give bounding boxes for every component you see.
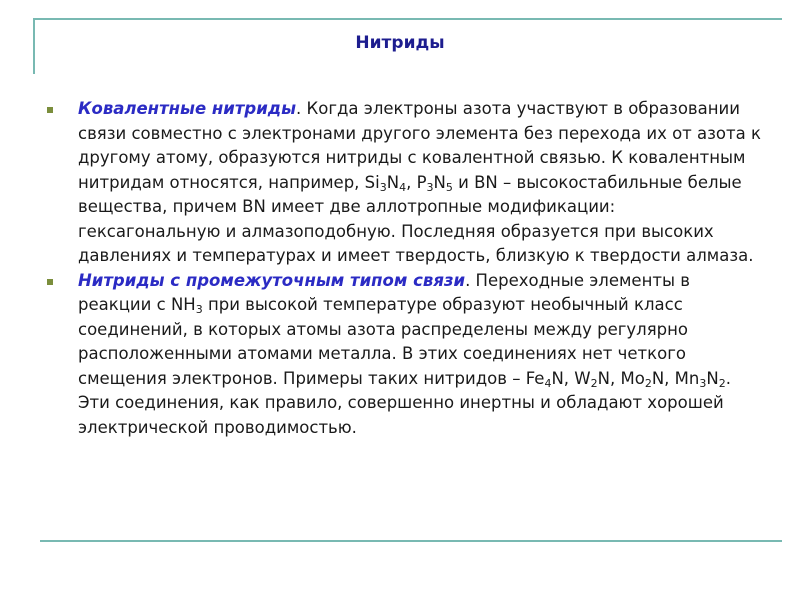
separator: ,	[664, 368, 675, 388]
item-text: . Эти соединения, как правило, совершенно инертны и обладают хорошей электрической проводимостью.	[78, 368, 731, 437]
slide-title: Нитриды	[355, 33, 445, 53]
bullet-marker	[47, 107, 53, 113]
item-text: . Переходные элементы в реакции с	[78, 270, 690, 314]
formula-p3n5: $P_3N_5$	[416, 172, 453, 194]
bullet-marker	[47, 279, 53, 285]
separator: ,	[609, 368, 621, 388]
list-item-covalent	[42, 97, 762, 269]
separator: ,	[563, 368, 575, 388]
item-text: и BN – высокостабильные белые вещества, причем BN имеет две аллотропные модификации: гексагональную и алмазоподобную. Последняя образуется при высоких давлениях и температурах и имеет твердость, близкую к твердости алмаза.	[78, 172, 754, 265]
frame-bottom-line	[40, 540, 782, 542]
item-heading: Ковалентные нитриды	[78, 99, 297, 118]
formula-mn3n2: $Mn_3N_2$	[674, 368, 726, 390]
formula-fe4n: $Fe_4N$	[525, 368, 564, 390]
list-item-intermediate	[42, 269, 762, 441]
formula-mo2n: $Mo_2N$	[620, 368, 665, 390]
separator: ,	[406, 172, 417, 192]
item-text: при высокой температуре образуют необычный класс соединений, в которых атомы азота распределены между регулярно расположенными атомами металла. В этих соединениях нет четкого смещения электронов. Примеры таких нитридов –	[78, 295, 689, 388]
formula-w2n: $W_2N$	[574, 368, 610, 390]
frame-top-line	[33, 18, 782, 20]
item-text: . Когда электроны азота участвуют в образовании связи совместно с электронами другого элемента без перехода их от азота к другому атому, образуются нитриды с ковалентной связью. К ковалентным нитридам относятся, например,	[78, 99, 761, 192]
formula-si3n4: $Si_3N_4$	[364, 172, 407, 194]
slide-content	[42, 97, 762, 440]
formula-nh3: $NH_3$	[170, 295, 203, 316]
item-heading: Нитриды с промежуточным типом связи	[78, 270, 466, 290]
